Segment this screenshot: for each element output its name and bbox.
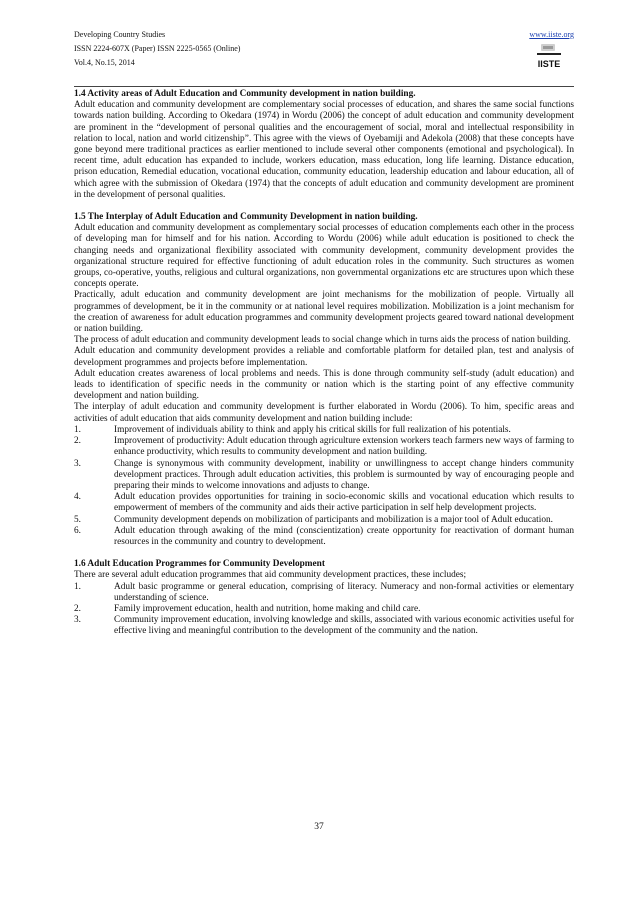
volume-line: Vol.4, No.15, 2014: [74, 58, 135, 67]
programmes-list: [74, 582, 574, 638]
journal-name: Developing Country Studies: [74, 30, 166, 39]
list-item: 6. Adult education through awaking of the mind (conscientization) create opportunity for reactivation of dormant human resources in the community and country to development.: [74, 525, 574, 547]
section-1-6-paragraph: There are several adult education programmes that aid community development practices, these includes;: [74, 570, 467, 581]
list-item: 3. Change is synonymous with community development, inability or unwillingness to accept change hinders community development practices. Through adult education activities, this problem is surmounted by way of encouraging people and preparing their minds to welcome innovations and adjusts to change.: [74, 458, 574, 491]
section-1-5-paragraph-4: Adult education and community development provides a reliable and comfortable platform for detailed plan, test and analysis of development programmes and projects before implementation.: [74, 346, 574, 368]
page-header: [74, 28, 574, 80]
article-body: [74, 89, 574, 638]
section-1-5-paragraph-5: Adult education creates awareness of local problems and needs. This is done through community self-study (adult education) and leads to identification of specific needs in the community or nation which is the starting point of any effective community development and nation building.: [74, 368, 574, 402]
list-item: 3. Community improvement education, involving knowledge and skills, associated with various economic activities useful for effective living and meaningful contribution to the development of the community and the nation.: [74, 615, 574, 637]
journal-url-link[interactable]: www.iiste.org: [529, 30, 574, 39]
section-1-5-heading: 1.5 The Interplay of Adult Education and Community Development in nation building.: [74, 212, 418, 223]
section-1-5-paragraph-1: Adult education and community development as complementary social processes of education complements each other in the process of developing man for himself and for his nation. According to Wordu (2006) while adult education is positioned to check the changing needs and organizational flexibility associated with community development, community development provides the organizational structure required for effective functioning of adult education roles in the community. Such structures as women groups, co-operative, youths, religious and cultural organizations, non governmental organizations etc are structures upon which these concepts operate.: [74, 223, 574, 290]
section-1-4-paragraph: Adult education and community development are complementary social processes of education, and shares the same social functions towards nation building. According to Okedara (1974) in Wordu (2006) the concept of adult education and community development are prominent in the “development of personal qualities and the encouragement of social, moral and intellectual responsibility in relation to local, nation and world citizenship”. This agree with the views of Oyebamiji and Adekola (2008) that these concepts have gone beyond mere traditional practices as earlier mentioned to include several other components (emotional and psychological). In recent time, adult education has expanded to include, workers education, mass education, long life learning. Distance education, prison education, Remedial education, vocational education, community education, leadership education and labour education, all of which agree with the submission of Okedara (1974) that the concepts of adult education and community development are prominent in the development of personal qualities.: [74, 100, 574, 200]
section-1-5-paragraph-3: The process of adult education and community development leads to social change which in turns aids the process of nation building.: [74, 335, 571, 346]
list-item: 1. Improvement of individuals ability to think and apply his critical skills for full realization of his potentials.: [74, 424, 511, 435]
section-1-4-heading: 1.4 Activity areas of Adult Education and Community development in nation building.: [74, 89, 416, 99]
section-1-5-paragraph-6: The interplay of adult education and community development is further elaborated in Wordu (2006). To him, specific areas and activities of adult education that aids community development and nation building include:: [74, 402, 574, 424]
page-number: 37: [314, 822, 324, 832]
list-item: 5. Community development depends on mobilization of participants and mobilization is a major tool of Adult education.: [74, 514, 553, 525]
header-divider: [74, 86, 574, 87]
list-item: 2. Improvement of productivity: Adult education through agriculture extension workers teach farmers new ways of farming to enhance productivity, which results to community development and nation building.: [74, 436, 574, 458]
section-1-6-heading: 1.6 Adult Education Programmes for Community Development: [74, 559, 325, 570]
iiste-logo-icon: [537, 44, 561, 74]
logo-text: IISTE: [537, 59, 561, 69]
list-item: 2. Family improvement education, health and nutrition, home making and child care.: [74, 603, 421, 614]
issn-line: ISSN 2224-607X (Paper) ISSN 2225-0565 (Online): [74, 44, 241, 53]
activity-areas-list: [74, 425, 574, 548]
list-item: 4. Adult education provides opportunities for training in socio-economic skills and vocational education which results to empowerment of members of the community and aids their active participation in self help development projects.: [74, 492, 574, 514]
list-item: 1. Adult basic programme or general education, comprising of literacy. Numeracy and non-formal activities or elementary understanding of science.: [74, 581, 574, 603]
section-1-5-paragraph-2: Practically, adult education and community development are joint mechanisms for the mobilization of people. Virtually all programmes of development, be it in the community or at national level requires mobilization. Mobilization is a joint mechanism for the creation of awareness for adult education programmes and community development projects geared toward national development or nation building.: [74, 290, 574, 335]
